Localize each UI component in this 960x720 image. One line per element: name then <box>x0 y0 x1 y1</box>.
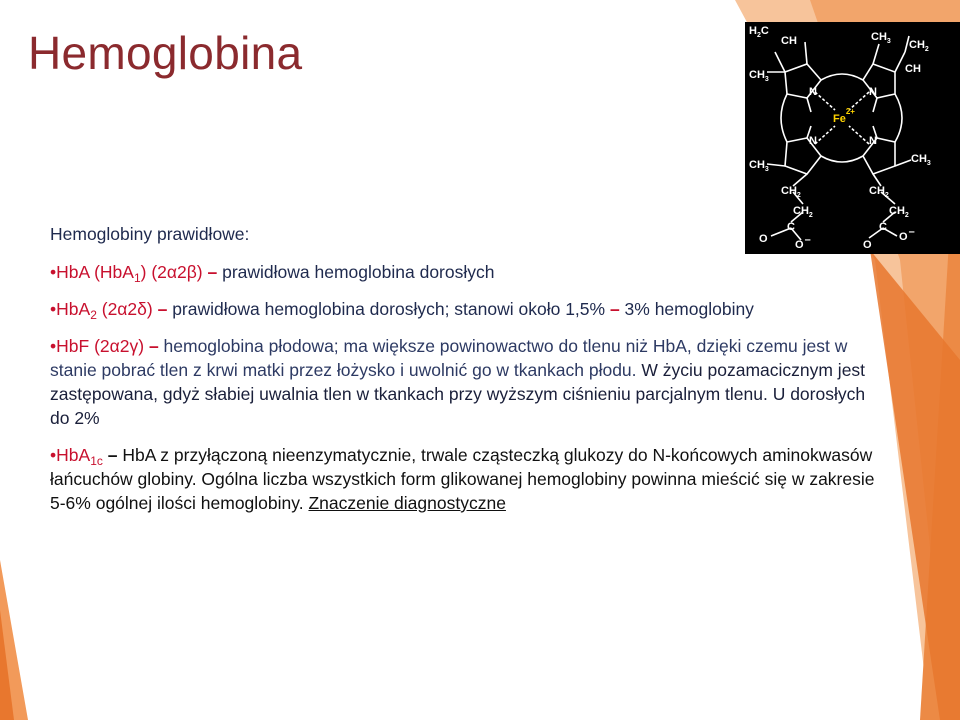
term-hba: HbA (HbA$_1$) (2α2β) <box>56 262 203 285</box>
term-hba2: HbA$_2$ (2α2δ) <box>56 299 153 322</box>
svg-text:C: C <box>879 221 887 233</box>
svg-text:O: O <box>863 239 872 251</box>
svg-text:N: N <box>809 86 817 98</box>
bullet: • <box>50 336 57 356</box>
description-continued: W życiu pozamacicznym jest zastępowana, gdyż słabiej uwalnia tlen w tkankach przy wyższym ciśnieniu parcjalnym tlenu. U dorosłych do 2% <box>50 360 866 428</box>
diagnostic-significance-link[interactable]: Znaczenie diagnostyczne <box>308 493 506 513</box>
svg-text:N: N <box>869 86 877 98</box>
svg-text:CH2: $CH_2$ <box>889 205 909 219</box>
section-heading: Hemoglobiny prawidłowe: <box>50 224 250 244</box>
fe-label: $Fe^{2+}$ <box>833 107 855 125</box>
svg-text:CH: CH <box>905 63 921 75</box>
svg-text:N: N <box>809 135 817 147</box>
bullet: • <box>50 445 57 465</box>
bullet: • <box>50 299 57 319</box>
description: HbA z przyłączoną nieenzymatycznie, trwale cząsteczką glukozy do N-końcowych aminokwasów łańcuchów globiny. Ogólna liczba wszystkich form glikowanej hemoglobiny powinna mieścić się w zakresie 5-6% ogólnej ilości hemoglobiny. <box>50 445 875 513</box>
term-hba1c: HbA$_{1c}$ <box>56 445 103 468</box>
term-hbf: HbF (2α2γ) <box>56 336 145 356</box>
svg-text:O–: O– <box>899 226 915 243</box>
svg-text:CH3: $CH_3$ <box>911 153 931 167</box>
heme-structure-diagram <box>745 22 960 254</box>
svg-text:CH: CH <box>781 35 797 47</box>
svg-text:CH2: $CH_2$ <box>909 39 929 53</box>
list-item-hbf: •HbF (2α2γ) – hemoglobina płodowa; ma większe powinowactwo do tlenu niż HbA, dzięki czemu jest w stanie pobrać tlen z krwi matki przez łożysko i uwolnić go w tkankach płodu. W życiu pozamacicznym jest zastępowana, gdyż słabiej uwalnia tlen w tkankach przy wyższym ciśnieniu parcjalnym tlenu. U dorosłych do 2% <box>50 336 866 428</box>
svg-text:CH2: $CH_2$ <box>869 185 889 199</box>
svg-text:H2C: $H_2C$ <box>749 25 769 39</box>
list-item-hba: •HbA (HbA$_1$) (2α2β) – prawidłowa hemoglobina dorosłych <box>50 262 495 285</box>
description: prawidłowa hemoglobina dorosłych; stanowi około 1,5% <box>167 299 606 319</box>
svg-text:CH3: $CH_3$ <box>749 159 769 173</box>
heme-labels <box>749 25 931 251</box>
svg-text:CH3: $CH_3$ <box>749 69 769 83</box>
list-item-hba1c: •HbA$_{1c}$ – HbA z przyłączoną nieenzymatycznie, trwale cząsteczką glukozy do N-końcowych aminokwasów łańcuchów globiny. Ogólna liczba wszystkich form glikowanej hemoglobiny powinna mieścić się w zakresie 5-6% ogólnej ilości hemoglobiny. Znaczenie diagnostyczne <box>50 445 875 513</box>
svg-text:N: N <box>869 135 877 147</box>
heme-svg <box>745 22 960 254</box>
svg-text:CH3: $CH_3$ <box>871 31 891 45</box>
bullet: • <box>50 262 57 282</box>
svg-text:O–: O– <box>795 234 811 251</box>
svg-text:O: O <box>759 233 768 245</box>
list-item-hba2: •HbA$_2$ (2α2δ) – prawidłowa hemoglobina dorosłych; stanowi około 1,5% – 3% hemoglobiny <box>50 299 754 322</box>
description: prawidłowa hemoglobina dorosłych <box>217 262 495 282</box>
svg-text:C: C <box>787 221 795 233</box>
slide-content <box>50 222 880 528</box>
description: hemoglobina płodowa; ma większe powinowactwo do tlenu niż HbA, dzięki czemu jest w stanie pobrać tlen z krwi matki przez łożysko i uwolnić go w tkankach płodu. <box>50 336 848 380</box>
svg-text:CH2: $CH_2$ <box>793 205 813 219</box>
slide-title: Hemoglobina <box>28 27 303 79</box>
svg-text:CH2: $CH_2$ <box>781 185 801 199</box>
